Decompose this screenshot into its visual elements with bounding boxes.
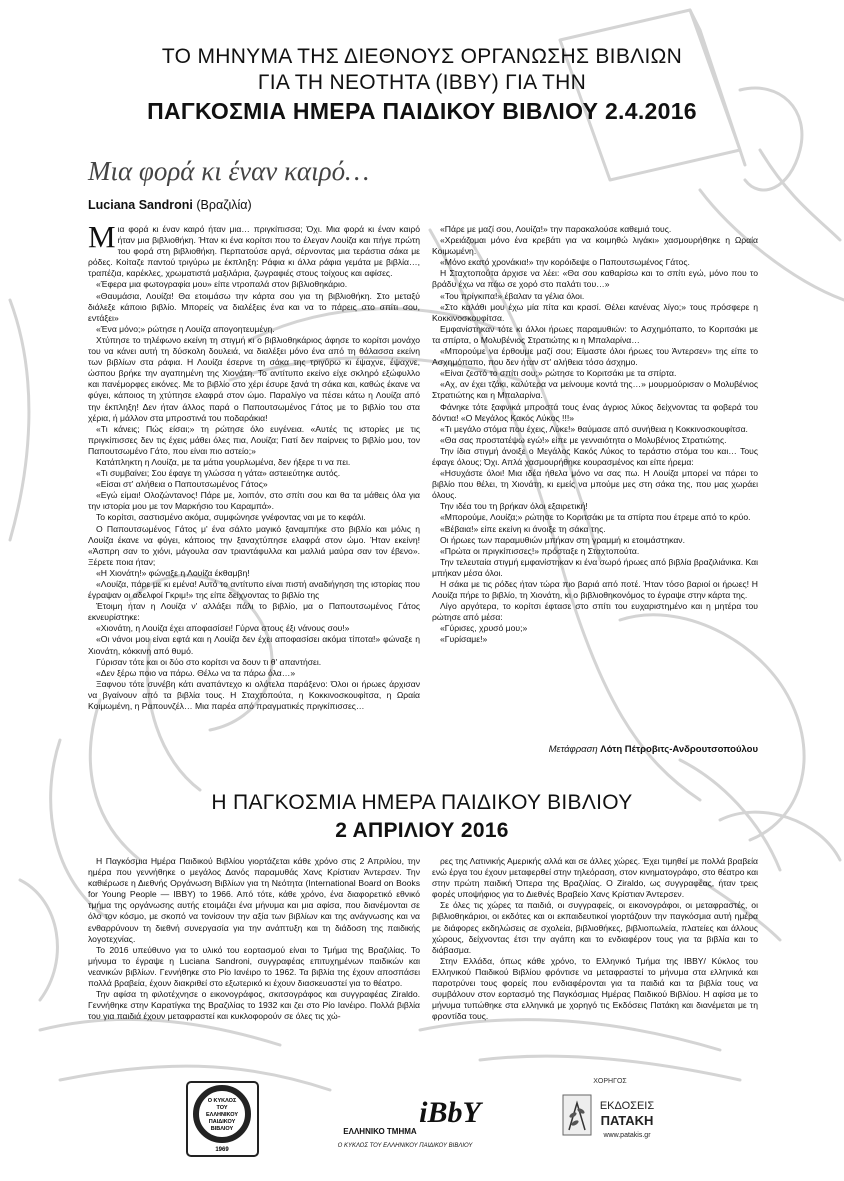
- sponsor-line-1: ΕΚΔΟΣΕΙΣ: [599, 1100, 655, 1112]
- paragraph: Την τελευταία στιγμή εμφανίστηκαν κι ένα σωρό ήρωες από βιβλία βραζιλιάνικα. Και μπήκαν μέσα όλοι.: [432, 556, 758, 578]
- paragraph: «Θα σας προστατέψω εγώ!» είπε με γενναιότητα ο Μολυβένιος Στρατιώτης.: [440, 434, 727, 445]
- story-author: [88, 198, 252, 212]
- drop-cap: Μ: [88, 219, 116, 254]
- paragraph: «Ησυχάστε όλοι! Μια ιδέα ήθελα μόνο να σας πω. Η Λουίζα μπορεί να πάρει το βιβλίο που θέλει, τη Χιονάτη, κι εμείς να μπούμε μες στη σάκα της, που μας χωράει όλους.: [432, 468, 758, 501]
- paragraph: Ξαφνου τότε συνέβη κάτι αναπάντεχο κι ολότελα παράξενο: Όλοι οι ήρωες άρχισαν να βγαίνουν από τα βιβλία τους. Η Σταχτοπούτα, η Κοκκινοσκουφίτσα, η Ωραία Κοιμωμένη, η Ραπουνζέλ… Μια παρέα από πραγματικές πριγκίπισσες…: [88, 678, 420, 712]
- kyklos-year: 1969: [215, 1147, 229, 1153]
- paragraph: «Πρώτα οι πριγκίπισσες!» πρόσταξε η Σταχτοπούτα.: [440, 545, 640, 556]
- paragraph: «Εγώ είμαι! Ολοζώντανος! Πάρε με, λοιπόν, στο σπίτι σου και θα τα μάθεις όλα για την ιστορία μου με τον Μαρκήσιο του Καραμπά».: [88, 490, 420, 512]
- paragraph: Χτύπησε το τηλέφωνο εκείνη τη στιγμή κι ο βιβλιοθηκάριος άφησε το κορίτσι μονάχο του να κάνει αυτή τη δύσκολη δουλειά, να διαλέξει μόνο ένα από τη θάλασσα εκείνη των βιβλίων στα ράφια. Η Λουίζα έσερνε τη σάκα της τριγύρω κι έψαχνε, έψαχνε, ώσπου βρήκε την αγαπημένη της Χιονάτη. Το αντίτυπο εκείνο είχε σκληρό εξώφυλλο και πανέμορφες εικόνες. Με το βιβλίο στο χέρι έσυρε ξανά τη σάκα και, καθώς έκανε να φύγει, κάποιος τη χτύπησε ελαφρά στον ώμο. Παραλίγο να πέσει κάτω η Λουίζα από την έκπληξη! Δεν ήταν άλλος παρά ο Παπουτσωμένος Γάτος με το βιβλίο του στα χέρια, ή μάλλον στα μπροστινά του ποδαράκια!: [88, 334, 420, 423]
- story-title: Μια φορά κι έναν καιρό…: [88, 156, 370, 186]
- paragraph: «Του πρίγκιπα!» έβαλαν τα γέλια όλοι.: [440, 290, 585, 301]
- author-country: (Βραζιλία): [196, 198, 252, 212]
- paragraph: «Τι κάνεις; Πώς είσαι;» τη ρώτησε όλο ευγένεια. «Αυτές τις ιστορίες με τις πριγκίπισσες δεν τις έχεις μάθει όλες πια, Λουίζα; Γιατί δεν παίρνεις το βιβλίο μου, τον Παπουτσωμένο Γάτο, που είναι πιο αστείο;»: [88, 423, 420, 456]
- ibby-mark: iBbY: [419, 1096, 481, 1129]
- paragraph: Την ίδια στιγμή άνοιξε ο Μεγάλος Κακός Λύκος το τεράστιο στόμα του και… Τους έφαγε όλους; Όχι. Απλά χασμουρήθηκε κουρασμένος και είπε ήρεμα:: [432, 445, 758, 467]
- paragraph: «Μόνο εκατό χρονάκια!» την κορόιδεψε ο Παπουτσωμένος Γάτος.: [440, 257, 690, 268]
- paragraph: Την αφίσα τη φιλοτέχνησε ο εικονογράφος, σκιτσογράφος και συγγραφέας Ziraldo. Γεννήθηκε στην Καρατίγκα της Βραζιλίας το 1932 και ζει στο Ρίο Ιανέιρο. Πολλά βιβλία του για παιδιά έχουν μεταφραστεί και κυκλοφορούν σε όλες τις χώ-: [88, 989, 420, 1022]
- header-line-2: ΓΙΑ ΤΗ ΝΕΟΤΗΤΑ (IBBY) ΓΙΑ ΤΗΝ: [257, 71, 587, 94]
- paragraph: Στην Ελλάδα, όπως κάθε χρόνο, το Ελληνικό Τμήμα της IBBY/ Κύκλος του Ελληνικού Παιδικού Βιβλίου φρόντισε να μεταφραστεί το μήνυμα στα ελληνικά και παροτρύνει τους φορείς που ενδιαφέρονται για τα παιδιά και τα βιβλία τους να συμβάλουν στον εορτασμό της Παγκόσμιας Ημέρας Παιδικού Βιβλίου. Η αφίσα με το μήνυμα τυπώθηκε στα ελληνικά με χορηγό τις Εκδόσεις Πατάκη και διανέμεται με τη φροντίδα τους.: [432, 955, 758, 1022]
- paragraph: «Η Χιονάτη!» φώναξε η Λουίζα έκθαμβη!: [96, 567, 250, 578]
- translator-credit: [432, 744, 758, 755]
- info-column-2: [432, 856, 758, 1022]
- paragraph: Την ιδέα του τη βρήκαν όλοι εξαιρετική!: [440, 501, 588, 512]
- paragraph: «Στο καλάθι μου έχω μία πίτα και κρασί. Θέλει κανένας λίγο;» τους πρόσφερε η Κοκκινοσκουφίτσα.: [432, 301, 758, 323]
- paragraph: Η Σταχτοπούτα άρχισε να λέει: «Θα σου καθαρίσω και το σπίτι εγώ, μόνο που το βράδυ έχω να πάω σε χορό στο παλάτι του…»: [432, 268, 758, 290]
- paragraph: «Είσαι στ' αλήθεια ο Παπουτσωμένος Γάτος»: [96, 479, 268, 490]
- ibby-line-2: Ο ΚΥΚΛΟΣ ΤΟΥ ΕΛΛΗΝΙΚΟΥ ΠΑΙΔΙΚΟΥ ΒΙΒΛΙΟΥ: [337, 1143, 473, 1149]
- olive-branch-icon: [563, 1095, 591, 1135]
- paragraph: «Είναι ζεστό το σπίτι σου;» ρώτησε το Κοριτσάκι με τα σπίρτα.: [440, 368, 677, 379]
- paragraph: ια φορά κι έναν καιρό ήταν μια… πριγκίπισσα; Όχι. Μια φορά κι έναν καιρό ήταν μια βιβλιοθήκη. Ήταν κι ένα κορίτσι που το έλεγαν Λουίζα και πήγε πρώτη του φορά στη βιβλιοθήκη. Περπατούσε αργά, σέρνοντας μια τεράστια σάκα με ρόδες. Κοίταζε παντού τριγύρω με έκπληξη: Ράφια κι άλλα ράφια γεμάτα με βιβλία…, τραπέζια, καρέκλες, χρωματιστά μαξιλάρια, ζωγραφιές στους τοίχους και αφίσες.: [88, 224, 420, 279]
- paragraph: «Οι νάνοι μου είναι εφτά και η Λουίζα δεν έχει αποφασίσει ακόμα τίποτα!» φώναξε η Χιονάτη, κόκκινη από θυμό.: [88, 634, 420, 656]
- paragraph: ρες της Λατινικής Αμερικής αλλά και σε άλλες χώρες. Έχει τιμηθεί με πολλά βραβεία ενώ έργα του έχουν μεταφερθεί στην τηλεόραση, στον κινηματογράφο, στο θέατρο και στην πρώτη παιδική Όπερα της Βραζιλίας. Ο Ziraldo, ως συγγραφέας, ήταν τρεις φορές υποψήφιος για το Διεθνές Βραβείο Χανς Κρίστιαν Άντερσεν.: [432, 856, 758, 900]
- paragraph: «Γυρίσαμε!»: [440, 634, 488, 645]
- story-col2-body: [432, 224, 758, 646]
- kyklos-line-3: ΕΛΛΗΝΙΚΟΥ: [206, 1112, 238, 1118]
- info-col2-body: [432, 856, 758, 1022]
- paragraph: «Μπορούμε, Λουίζα;» ρώτησε το Κοριτσάκι με τα σπίρτα που έτρεμε από το κρύο.: [440, 512, 751, 523]
- paragraph: «Έφερα μια φωτογραφία μου» είπε ντροπαλά στον βιβλιοθηκάριο.: [96, 279, 348, 290]
- paragraph: «Χρειάζομαι μόνο ένα κρεβάτι για να κοιμηθώ λιγάκι» χασμουρήθηκε η Ωραία Κοιμωμένη.: [432, 235, 758, 257]
- paragraph: «Ένα μόνο;» ρώτησε η Λουίζα απογοητευμένη.: [96, 323, 275, 334]
- section2-title-line-2: 2 ΑΠΡΙΛΙΟΥ 2016: [335, 819, 509, 842]
- header-line-1: ΤΟ ΜΗΝΥΜΑ ΤΗΣ ΔΙΕΘΝΟΥΣ ΟΡΓΑΝΩΣΗΣ ΒΙΒΛΙΩΝ: [161, 45, 683, 68]
- sponsor-label: ΧΟΡΗΓΟΣ: [593, 1078, 627, 1085]
- story-col1-body: [88, 219, 420, 712]
- info-column-1: [88, 856, 420, 1022]
- paragraph: Το 2016 υπεύθυνο για το υλικό του εορτασμού είναι το Τμήμα της Βραζιλίας. Το μήνυμα το έγραψε η Luciana Sandroni, συγγραφέας επιτυχημένων παιδικών και νεανικών βιβλίων. Γεννήθηκε στο Ρίο Ιανέιρο το 1962. Τα βιβλία της έχουν αποσπάσει πολλά βραβεία, έχουν διακριθεί στο εξωτερικό κι έχουν διασκευαστεί για το θέατρο.: [88, 944, 420, 989]
- paragraph: «Βέβαια!» είπε εκείνη κι άνοιξε τη σάκα της.: [440, 523, 606, 534]
- paragraph: Το κορίτσι, σαστισμένο ακόμα, συμφώνησε γνέφοντας ναι με το κεφάλι.: [96, 512, 366, 523]
- paragraph: Ο Παπουτσωμένος Γάτος μ' ένα σάλτο μαγικό ξαναμπήκε στο βιβλίο και μόλις η Λουίζα έκανε να φύγει, κάποιος την ξαναχτύπησε ελαφρά στον ώμο. Ήταν εκείνη! «Άσπρη σαν το χιόνι, μάγουλα σαν τριαντάφυλλα και μαλλιά μαύρα σαν τον έβενο». Ξέρετε ποια ήταν;: [88, 523, 420, 567]
- kyklos-line-5: ΒΙΒΛΙΟΥ: [210, 1126, 234, 1132]
- paragraph: «Τι συμβαίνει; Σου έφαγε τη γλώσσα η γάτα» αστειεύτηκε αυτός.: [96, 468, 341, 479]
- sponsor-url: www.patakis.gr: [603, 1132, 651, 1139]
- info-col1-body: [88, 856, 420, 1022]
- ibby-line-1: ΕΛΛΗΝΙΚΟ ΤΜΗΜΑ: [343, 1127, 417, 1136]
- paragraph: Η Παγκόσμια Ημέρα Παιδικού Βιβλίου γιορτάζεται κάθε χρόνο στις 2 Απριλίου, την ημέρα που γεννήθηκε ο μεγάλος Δανός παραμυθάς Χανς Κρίστιαν Άντερσεν. Την καθιέρωσε η Διεθνής Οργάνωση Βιβλίων για τη Νεότητα (International Board on Books for Young People — IBBY) το 1966. Από τότε, κάθε χρόνο, ένα διαφορετικό εθνικό τμήμα της οργάνωσης αυτής ετοιμάζει ένα μήνυμα και μια αφίσα, που διανέμονται σε όλο τον κόσμο, με σκοπό να τονίσουν την αξία των βιβλίων και της ανάγνωσης και να ενθαρρύνουν τη διεθνή συνεργασία για την ανάπτυξη και τη διάδοση της παιδικής λογοτεχνίας.: [88, 856, 420, 944]
- header-line-3: ΠΑΓΚΟΣΜΙΑ ΗΜΕΡΑ ΠΑΙΔΙΚΟΥ ΒΙΒΛΙΟΥ 2.4.2016: [147, 98, 697, 124]
- paragraph: «Αχ, αν έχει τζάκι, καλύτερα να μείνουμε κοντά της…» μουρμούρισαν ο Μολυβένιος Στρατιώτης και η Μπαλαρίνα.: [432, 379, 758, 401]
- author-name: Luciana Sandroni: [88, 198, 193, 212]
- paragraph: Έτοιμη ήταν η Λουίζα ν' αλλάξει πάλι το βιβλίο, μα ο Παπουτσωμένος Γάτος εκνευρίστηκε:: [88, 601, 420, 623]
- paragraph: «Τι μεγάλο στόμα που έχεις, Λύκε!» θαύμασε από συνήθεια η Κοκκινοσκουφίτσα.: [440, 423, 748, 434]
- paragraph: «Θαυμάσια, Λουίζα! Θα ετοιμάσω την κάρτα σου για τη βιβλιοθήκη. Στο μεταξύ διάλεξε κάποιο βιβλίο. Μπορείς να διαλέξεις ένα και να το πάρεις στο σπίτι σου, εντάξει»: [88, 290, 420, 323]
- story-column-1: [88, 219, 420, 712]
- paragraph: «Γύρισες, χρυσό μου;»: [440, 623, 528, 634]
- paragraph: Γύρισαν τότε και οι δύο στο κορίτσι να δουν τι θ' απαντήσει.: [96, 656, 322, 667]
- sponsor-line-2: ΠΑΤΑΚΗ: [600, 1113, 654, 1128]
- paragraph: Εμφανίστηκαν τότε κι άλλοι ήρωες παραμυθιών: το Ασχημόπαπο, το Κοριτσάκι με τα σπίρτα, ο Μολυβένιος Στρατιώτης κι η Μπαλαρίνα…: [432, 323, 758, 345]
- paragraph: Η σάκα με τις ρόδες ήταν τώρα πιο βαριά από ποτέ. Ήταν τόσο βαριοί οι ήρωες! Η Λουίζα πήρε το βιβλίο, τη Χιονάτη, κι ο βιβλιοθηκονόμος το έγραψε στην κάρτα της.: [432, 579, 758, 601]
- kyklos-line-1: Ο ΚΥΚΛΟΣ: [207, 1098, 237, 1104]
- paragraph: Οι ήρωες των παραμυθιών μπήκαν στη γραμμή κι ετοιμάστηκαν.: [440, 534, 685, 545]
- story-column-2: [432, 224, 758, 646]
- paragraph: Σε όλες τις χώρες τα παιδιά, οι συγγραφείς, οι εικονογράφοι, οι μεταφραστές, οι βιβλιοθηκάριοι, οι εκδότες και οι εκπαιδευτικοί γιορτάζουν την παγκόσμια αυτή ημέρα με διάφορες εκδηλώσεις σε σχολεία, βιβλιοθήκες, βιβλιοπωλεία, πλατείες και άλλους χώρους, δείχνοντας έτσι την αγάπη και το ενδιαφέρον τους για τα βιβλία και το διάβασμα.: [432, 900, 758, 955]
- kyklos-line-4: ΠΑΙΔΙΚΟΥ: [208, 1119, 236, 1125]
- paragraph: Λίγο αργότερα, το κορίτσι έφτασε στο σπίτι του ευχαριστημένο και η μητέρα του ρώτησε από μέσα:: [432, 601, 758, 623]
- kyklos-line-2: ΤΟΥ: [216, 1105, 228, 1111]
- paragraph: Φάνηκε τότε ξαφνικά μπροστά τους ένας άγριος λύκος δείχνοντας τα φοβερά του δόντια! «Ο Μεγάλος Κακός Λύκος !!!»: [432, 401, 758, 423]
- translator-label: Μετάφραση: [548, 744, 598, 755]
- section2-title-line-1: Η ΠΑΓΚΟΣΜΙΑ ΗΜΕΡΑ ΠΑΙΔΙΚΟΥ ΒΙΒΛΙΟΥ: [211, 791, 633, 814]
- translator-name: Λότη Πέτροβιτς-Ανδρουτσοπούλου: [600, 744, 758, 755]
- paragraph: «Πάρε με μαζί σου, Λουίζα!» την παρακαλούσε καθεμιά τους.: [440, 224, 672, 234]
- kyklos-logo: [185, 1080, 260, 1158]
- paragraph: «Δεν ξέρω ποιο να πάρω. Θέλω να τα πάρω όλα…»: [96, 667, 296, 678]
- paragraph: «Μπορούμε να έρθουμε μαζί σου; Είμαστε όλοι ήρωες του Άντερσεν» της είπε το Ασχημόπαπο, που δεν ήταν στ' αλήθεια τόσο άσχημο.: [432, 346, 758, 368]
- paragraph: Κατάπληκτη η Λουίζα, με τα μάτια γουρλωμένα, δεν ήξερε τι να πει.: [96, 456, 351, 467]
- ibby-greek-section-logo: [300, 1092, 515, 1152]
- patakis-sponsor-logo: [555, 1075, 665, 1160]
- paragraph: «Λουίζα, πάρε με κι εμένα! Αυτό το αντίτυπο είναι πιστή αναδιήγηση της ιστορίας που έγραψαν οι αδελφοί Γκριμ!» της είπε δείχνοντας το βιβλίο της: [88, 579, 420, 601]
- paragraph: «Χιονάτη, η Λουίζα έχει αποφασίσει! Γύρνα στους έξι νάνους σου!»: [96, 623, 350, 634]
